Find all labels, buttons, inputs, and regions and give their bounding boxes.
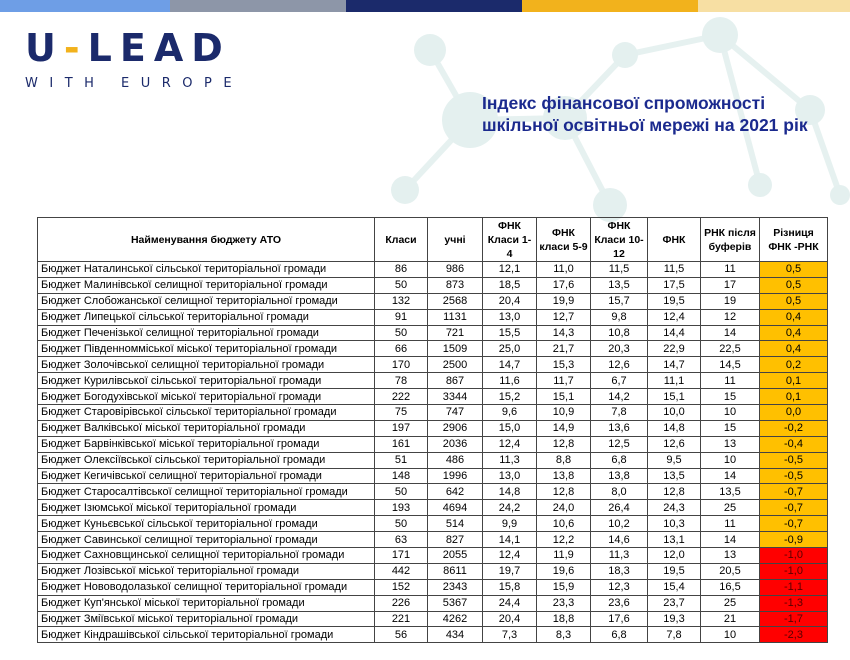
cell-fnk-10-12: 9,8 bbox=[591, 309, 648, 325]
cell-fnk-10-12: 13,5 bbox=[591, 277, 648, 293]
cell-fnk: 9,5 bbox=[648, 452, 701, 468]
cell-students: 486 bbox=[428, 452, 483, 468]
cell-students: 4694 bbox=[428, 500, 483, 516]
cell-fnk-5-9: 10,6 bbox=[537, 516, 591, 532]
table-body bbox=[38, 262, 828, 643]
cell-students: 1509 bbox=[428, 341, 483, 357]
cell-difference: 0,5 bbox=[760, 277, 828, 293]
cell-difference: 0,5 bbox=[760, 262, 828, 278]
cell-fnk: 24,3 bbox=[648, 500, 701, 516]
cell-rnk: 11 bbox=[701, 262, 760, 278]
cell-fnk: 19,3 bbox=[648, 611, 701, 627]
cell-fnk-1-4: 15,8 bbox=[483, 579, 537, 595]
cell-students: 8611 bbox=[428, 563, 483, 579]
cell-classes: 148 bbox=[375, 468, 428, 484]
cell-classes: 132 bbox=[375, 293, 428, 309]
u-lead-logo bbox=[25, 28, 243, 91]
logo-word-lead: LEAD bbox=[87, 26, 231, 70]
cell-rnk: 11 bbox=[701, 516, 760, 532]
table-row bbox=[38, 468, 828, 484]
cell-fnk-10-12: 23,6 bbox=[591, 595, 648, 611]
cell-difference: -0,7 bbox=[760, 500, 828, 516]
cell-classes: 226 bbox=[375, 595, 428, 611]
table-row bbox=[38, 262, 828, 278]
cell-rnk: 25 bbox=[701, 500, 760, 516]
cell-fnk: 12,6 bbox=[648, 436, 701, 452]
cell-fnk-1-4: 14,1 bbox=[483, 532, 537, 548]
cell-budget-name: Бюджет Наталинської сільської територіальної громади bbox=[38, 262, 375, 278]
cell-fnk-1-4: 13,0 bbox=[483, 309, 537, 325]
table-row bbox=[38, 579, 828, 595]
cell-fnk-10-12: 14,2 bbox=[591, 389, 648, 405]
cell-fnk: 17,5 bbox=[648, 277, 701, 293]
cell-students: 747 bbox=[428, 405, 483, 421]
page-title-line-2: шкільної освітньої мережі на 2021 рік bbox=[482, 115, 808, 135]
cell-classes: 152 bbox=[375, 579, 428, 595]
cell-fnk-1-4: 15,2 bbox=[483, 389, 537, 405]
column-header: Класи bbox=[375, 218, 428, 262]
cell-fnk-1-4: 25,0 bbox=[483, 341, 537, 357]
cell-budget-name: Бюджет Малинівської селищної територіальної громади bbox=[38, 277, 375, 293]
cell-rnk: 10 bbox=[701, 627, 760, 643]
cell-fnk-10-12: 11,5 bbox=[591, 262, 648, 278]
table-row bbox=[38, 341, 828, 357]
cell-budget-name: Бюджет Золочівської селищної територіальної громади bbox=[38, 357, 375, 373]
cell-fnk-5-9: 12,2 bbox=[537, 532, 591, 548]
cell-budget-name: Бюджет Старовірівської сільської територіальної громади bbox=[38, 405, 375, 421]
cell-difference: -0,4 bbox=[760, 436, 828, 452]
cell-budget-name: Бюджет Куп'янської міської територіальної громади bbox=[38, 595, 375, 611]
cell-fnk-1-4: 24,2 bbox=[483, 500, 537, 516]
cell-classes: 161 bbox=[375, 436, 428, 452]
cell-fnk-5-9: 21,7 bbox=[537, 341, 591, 357]
cell-fnk-5-9: 12,7 bbox=[537, 309, 591, 325]
cell-fnk: 22,9 bbox=[648, 341, 701, 357]
column-header: Різниця ФНК -РНК bbox=[760, 218, 828, 262]
cell-budget-name: Бюджет Зміївської міської територіальної громади bbox=[38, 611, 375, 627]
cell-difference: -0,2 bbox=[760, 420, 828, 436]
cell-rnk: 22,5 bbox=[701, 341, 760, 357]
cell-classes: 193 bbox=[375, 500, 428, 516]
column-header: Найменування бюджету АТО bbox=[38, 218, 375, 262]
cell-difference: 0,1 bbox=[760, 389, 828, 405]
cell-budget-name: Бюджет Олексіївської сільської територіальної громади bbox=[38, 452, 375, 468]
cell-fnk-10-12: 10,2 bbox=[591, 516, 648, 532]
cell-classes: 75 bbox=[375, 405, 428, 421]
cell-fnk: 14,4 bbox=[648, 325, 701, 341]
logo-dash: - bbox=[63, 26, 88, 70]
cell-fnk-1-4: 18,5 bbox=[483, 277, 537, 293]
cell-fnk-1-4: 15,5 bbox=[483, 325, 537, 341]
cell-fnk-5-9: 8,8 bbox=[537, 452, 591, 468]
cell-classes: 50 bbox=[375, 484, 428, 500]
column-header: ФНК Класи 1-4 bbox=[483, 218, 537, 262]
table-row bbox=[38, 277, 828, 293]
cell-budget-name: Бюджет Кегичівської селищної територіальної громади bbox=[38, 468, 375, 484]
cell-budget-name: Бюджет Ізюмської міської територіальної громади bbox=[38, 500, 375, 516]
table-row bbox=[38, 452, 828, 468]
cell-fnk-10-12: 13,6 bbox=[591, 420, 648, 436]
cell-budget-name: Бюджет Південномміської міської територіальної громади bbox=[38, 341, 375, 357]
table-row bbox=[38, 405, 828, 421]
cell-difference: 0,2 bbox=[760, 357, 828, 373]
cell-classes: 63 bbox=[375, 532, 428, 548]
cell-classes: 86 bbox=[375, 262, 428, 278]
cell-fnk-1-4: 12,4 bbox=[483, 436, 537, 452]
cell-fnk-1-4: 14,7 bbox=[483, 357, 537, 373]
cell-classes: 56 bbox=[375, 627, 428, 643]
cell-difference: 0,4 bbox=[760, 325, 828, 341]
cell-classes: 442 bbox=[375, 563, 428, 579]
cell-classes: 50 bbox=[375, 277, 428, 293]
table-row bbox=[38, 420, 828, 436]
cell-fnk-1-4: 13,0 bbox=[483, 468, 537, 484]
table-row bbox=[38, 389, 828, 405]
cell-fnk-10-12: 14,6 bbox=[591, 532, 648, 548]
cell-students: 514 bbox=[428, 516, 483, 532]
cell-fnk-5-9: 14,3 bbox=[537, 325, 591, 341]
cell-rnk: 25 bbox=[701, 595, 760, 611]
cell-budget-name: Бюджет Липецької сільської територіальної громади bbox=[38, 309, 375, 325]
cell-fnk-1-4: 24,4 bbox=[483, 595, 537, 611]
cell-rnk: 13 bbox=[701, 548, 760, 564]
cell-fnk: 15,1 bbox=[648, 389, 701, 405]
cell-students: 867 bbox=[428, 373, 483, 389]
cell-students: 2500 bbox=[428, 357, 483, 373]
cell-fnk-1-4: 12,4 bbox=[483, 548, 537, 564]
cell-difference: 0,5 bbox=[760, 293, 828, 309]
table-row bbox=[38, 309, 828, 325]
table-row bbox=[38, 627, 828, 643]
cell-fnk-10-12: 12,6 bbox=[591, 357, 648, 373]
cell-students: 827 bbox=[428, 532, 483, 548]
cell-fnk-1-4: 15,0 bbox=[483, 420, 537, 436]
cell-fnk-5-9: 17,6 bbox=[537, 277, 591, 293]
cell-fnk-1-4: 14,8 bbox=[483, 484, 537, 500]
logo-tagline: WITH EUROPE bbox=[25, 76, 244, 91]
cell-fnk-5-9: 12,8 bbox=[537, 436, 591, 452]
cell-fnk-5-9: 11,7 bbox=[537, 373, 591, 389]
column-header: ФНК Класи 10-12 bbox=[591, 218, 648, 262]
cell-fnk-5-9: 10,9 bbox=[537, 405, 591, 421]
table-row bbox=[38, 484, 828, 500]
cell-rnk: 17 bbox=[701, 277, 760, 293]
cell-classes: 78 bbox=[375, 373, 428, 389]
table-row bbox=[38, 516, 828, 532]
cell-fnk: 19,5 bbox=[648, 563, 701, 579]
cell-fnk-1-4: 11,3 bbox=[483, 452, 537, 468]
cell-difference: -1,3 bbox=[760, 595, 828, 611]
cell-difference: 0,0 bbox=[760, 405, 828, 421]
cell-students: 642 bbox=[428, 484, 483, 500]
cell-budget-name: Бюджет Курилівської сільської територіальної громади bbox=[38, 373, 375, 389]
cell-fnk-5-9: 18,8 bbox=[537, 611, 591, 627]
cell-classes: 50 bbox=[375, 516, 428, 532]
cell-budget-name: Бюджет Савинської селищної територіальної громади bbox=[38, 532, 375, 548]
cell-fnk-10-12: 26,4 bbox=[591, 500, 648, 516]
cell-difference: -2,3 bbox=[760, 627, 828, 643]
cell-rnk: 13,5 bbox=[701, 484, 760, 500]
cell-fnk-1-4: 12,1 bbox=[483, 262, 537, 278]
cell-fnk: 13,1 bbox=[648, 532, 701, 548]
cell-students: 2036 bbox=[428, 436, 483, 452]
cell-students: 2343 bbox=[428, 579, 483, 595]
cell-rnk: 15 bbox=[701, 389, 760, 405]
cell-rnk: 21 bbox=[701, 611, 760, 627]
cell-fnk-10-12: 15,7 bbox=[591, 293, 648, 309]
cell-fnk-10-12: 13,8 bbox=[591, 468, 648, 484]
cell-difference: -0,5 bbox=[760, 468, 828, 484]
cell-fnk: 11,5 bbox=[648, 262, 701, 278]
cell-rnk: 15 bbox=[701, 420, 760, 436]
cell-fnk-1-4: 20,4 bbox=[483, 611, 537, 627]
cell-classes: 222 bbox=[375, 389, 428, 405]
cell-fnk-5-9: 19,6 bbox=[537, 563, 591, 579]
cell-fnk: 10,3 bbox=[648, 516, 701, 532]
cell-fnk: 14,8 bbox=[648, 420, 701, 436]
cell-rnk: 14 bbox=[701, 532, 760, 548]
column-header: ФНК bbox=[648, 218, 701, 262]
cell-fnk: 15,4 bbox=[648, 579, 701, 595]
cell-classes: 221 bbox=[375, 611, 428, 627]
cell-budget-name: Бюджет Лозівської міської територіальної громади bbox=[38, 563, 375, 579]
cell-budget-name: Бюджет Кіндрашівської сільської територіальної громади bbox=[38, 627, 375, 643]
cell-fnk-10-12: 18,3 bbox=[591, 563, 648, 579]
page-title-line-1: Індекс фінансової спроможності bbox=[482, 93, 766, 113]
cell-budget-name: Бюджет Нововодолазької селищної територіальної громади bbox=[38, 579, 375, 595]
cell-difference: -0,9 bbox=[760, 532, 828, 548]
cell-budget-name: Бюджет Куньєвської сільської територіальної громади bbox=[38, 516, 375, 532]
cell-rnk: 14,5 bbox=[701, 357, 760, 373]
cell-fnk: 12,4 bbox=[648, 309, 701, 325]
data-table-container bbox=[37, 217, 827, 643]
cell-difference: -1,0 bbox=[760, 548, 828, 564]
cell-students: 2568 bbox=[428, 293, 483, 309]
table-row bbox=[38, 325, 828, 341]
cell-students: 434 bbox=[428, 627, 483, 643]
cell-rnk: 19 bbox=[701, 293, 760, 309]
cell-difference: 0,4 bbox=[760, 341, 828, 357]
cell-fnk: 11,1 bbox=[648, 373, 701, 389]
cell-fnk: 12,8 bbox=[648, 484, 701, 500]
table-row bbox=[38, 611, 828, 627]
cell-budget-name: Бюджет Старосалтівської селищної територіальної громади bbox=[38, 484, 375, 500]
cell-classes: 51 bbox=[375, 452, 428, 468]
cell-students: 5367 bbox=[428, 595, 483, 611]
cell-fnk-1-4: 11,6 bbox=[483, 373, 537, 389]
cell-difference: 0,4 bbox=[760, 309, 828, 325]
table-row bbox=[38, 373, 828, 389]
cell-students: 986 bbox=[428, 262, 483, 278]
table-row bbox=[38, 532, 828, 548]
cell-fnk: 7,8 bbox=[648, 627, 701, 643]
cell-fnk-5-9: 15,9 bbox=[537, 579, 591, 595]
cell-fnk-10-12: 6,7 bbox=[591, 373, 648, 389]
cell-difference: -1,0 bbox=[760, 563, 828, 579]
cell-fnk: 14,7 bbox=[648, 357, 701, 373]
cell-fnk-1-4: 7,3 bbox=[483, 627, 537, 643]
cell-fnk-10-12: 6,8 bbox=[591, 627, 648, 643]
cell-fnk: 10,0 bbox=[648, 405, 701, 421]
cell-fnk-10-12: 7,8 bbox=[591, 405, 648, 421]
cell-classes: 171 bbox=[375, 548, 428, 564]
table-row bbox=[38, 436, 828, 452]
cell-difference: 0,1 bbox=[760, 373, 828, 389]
cell-fnk-1-4: 9,9 bbox=[483, 516, 537, 532]
cell-rnk: 14 bbox=[701, 468, 760, 484]
cell-fnk-10-12: 20,3 bbox=[591, 341, 648, 357]
cell-students: 721 bbox=[428, 325, 483, 341]
cell-classes: 50 bbox=[375, 325, 428, 341]
cell-fnk-5-9: 8,3 bbox=[537, 627, 591, 643]
cell-students: 1131 bbox=[428, 309, 483, 325]
table-row bbox=[38, 293, 828, 309]
cell-fnk-1-4: 20,4 bbox=[483, 293, 537, 309]
cell-fnk-1-4: 19,7 bbox=[483, 563, 537, 579]
cell-rnk: 16,5 bbox=[701, 579, 760, 595]
cell-students: 1996 bbox=[428, 468, 483, 484]
cell-rnk: 11 bbox=[701, 373, 760, 389]
cell-budget-name: Бюджет Валківської міської територіальної громади bbox=[38, 420, 375, 436]
cell-fnk-5-9: 13,8 bbox=[537, 468, 591, 484]
cell-students: 3344 bbox=[428, 389, 483, 405]
cell-fnk-5-9: 24,0 bbox=[537, 500, 591, 516]
table-header-row bbox=[38, 218, 828, 262]
cell-fnk-10-12: 17,6 bbox=[591, 611, 648, 627]
table-row bbox=[38, 357, 828, 373]
cell-fnk-10-12: 12,3 bbox=[591, 579, 648, 595]
page-title bbox=[482, 92, 842, 136]
cell-rnk: 13 bbox=[701, 436, 760, 452]
cell-fnk-5-9: 11,0 bbox=[537, 262, 591, 278]
cell-students: 873 bbox=[428, 277, 483, 293]
cell-budget-name: Бюджет Сахновщинської селищної територіальної громади bbox=[38, 548, 375, 564]
cell-difference: -0,7 bbox=[760, 484, 828, 500]
cell-fnk-5-9: 23,3 bbox=[537, 595, 591, 611]
cell-students: 4262 bbox=[428, 611, 483, 627]
column-header: учні bbox=[428, 218, 483, 262]
cell-difference: -0,5 bbox=[760, 452, 828, 468]
cell-fnk-10-12: 10,8 bbox=[591, 325, 648, 341]
cell-fnk-1-4: 9,6 bbox=[483, 405, 537, 421]
cell-fnk-5-9: 12,8 bbox=[537, 484, 591, 500]
cell-budget-name: Бюджет Печенізької селищної територіальної громади bbox=[38, 325, 375, 341]
cell-fnk: 12,0 bbox=[648, 548, 701, 564]
cell-classes: 170 bbox=[375, 357, 428, 373]
table-row bbox=[38, 595, 828, 611]
cell-fnk-10-12: 11,3 bbox=[591, 548, 648, 564]
cell-classes: 66 bbox=[375, 341, 428, 357]
cell-fnk: 13,5 bbox=[648, 468, 701, 484]
cell-fnk-10-12: 8,0 bbox=[591, 484, 648, 500]
cell-fnk-10-12: 6,8 bbox=[591, 452, 648, 468]
cell-fnk-5-9: 15,3 bbox=[537, 357, 591, 373]
cell-difference: -1,1 bbox=[760, 579, 828, 595]
data-table bbox=[37, 217, 828, 643]
cell-difference: -1,7 bbox=[760, 611, 828, 627]
cell-budget-name: Бюджет Богодухівської міської територіальної громади bbox=[38, 389, 375, 405]
cell-fnk: 23,7 bbox=[648, 595, 701, 611]
cell-rnk: 20,5 bbox=[701, 563, 760, 579]
cell-fnk-5-9: 19,9 bbox=[537, 293, 591, 309]
cell-fnk-10-12: 12,5 bbox=[591, 436, 648, 452]
cell-fnk-5-9: 11,9 bbox=[537, 548, 591, 564]
cell-rnk: 14 bbox=[701, 325, 760, 341]
cell-budget-name: Бюджет Слобожанської селищної територіальної громади bbox=[38, 293, 375, 309]
column-header: ФНК класи 5-9 bbox=[537, 218, 591, 262]
cell-classes: 197 bbox=[375, 420, 428, 436]
cell-difference: -0,7 bbox=[760, 516, 828, 532]
cell-budget-name: Бюджет Барвінківської міської територіальної громади bbox=[38, 436, 375, 452]
cell-fnk-5-9: 15,1 bbox=[537, 389, 591, 405]
cell-rnk: 10 bbox=[701, 405, 760, 421]
logo-letter-u: U bbox=[25, 26, 64, 70]
table-row bbox=[38, 563, 828, 579]
logo-wordmark bbox=[25, 28, 243, 68]
cell-rnk: 12 bbox=[701, 309, 760, 325]
table-row bbox=[38, 548, 828, 564]
cell-fnk: 19,5 bbox=[648, 293, 701, 309]
cell-classes: 91 bbox=[375, 309, 428, 325]
cell-students: 2906 bbox=[428, 420, 483, 436]
table-row bbox=[38, 500, 828, 516]
column-header: РНК після буферів bbox=[701, 218, 760, 262]
cell-rnk: 10 bbox=[701, 452, 760, 468]
cell-students: 2055 bbox=[428, 548, 483, 564]
cell-fnk-5-9: 14,9 bbox=[537, 420, 591, 436]
